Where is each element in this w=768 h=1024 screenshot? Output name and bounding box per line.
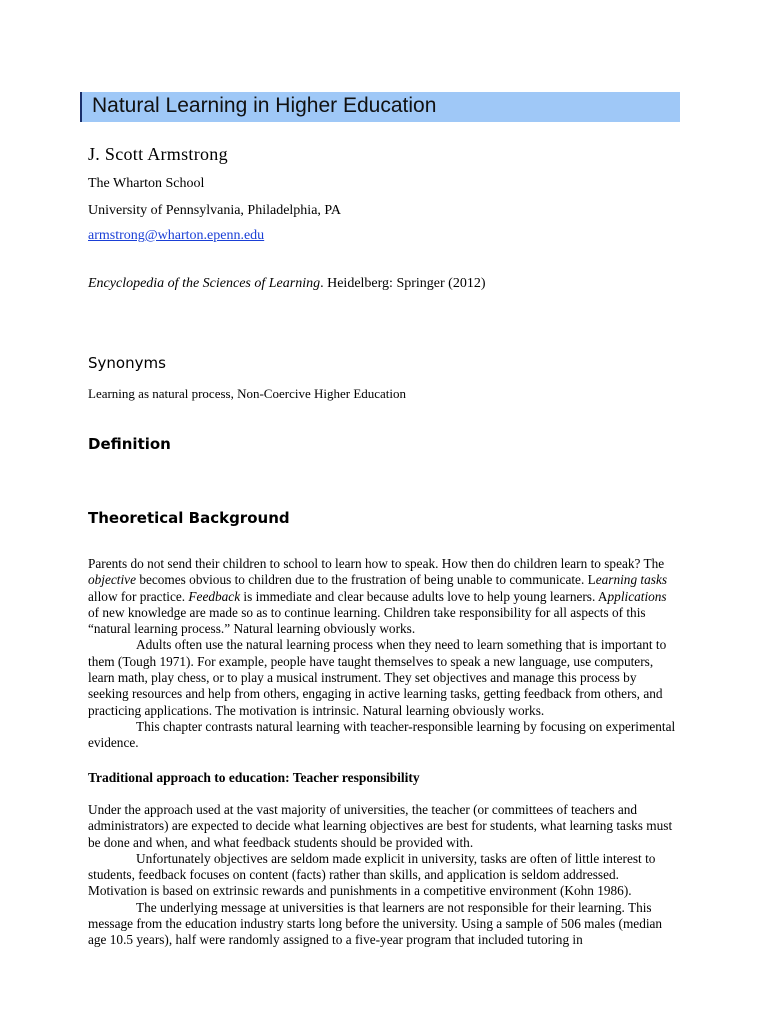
paragraph-emphasis: Feedback: [188, 588, 241, 604]
affiliation-school: The Wharton School: [88, 176, 205, 191]
paragraph-text: of new knowledge are made so as to continue learning. Children take responsibility for all aspects of this “natural learning process.” Natural learning obviously works.: [88, 604, 646, 637]
document-title: Natural Learning in Higher Education: [92, 94, 437, 117]
traditional-paragraph-3: The underlying message at universities is that learners are not responsible for their learning. This message from the education industry starts long before the university. Using a sample of 506 males (median age 10.5 years), half were randomly assigned to a five-year program that included tutoring in: [88, 899, 663, 948]
paragraph-text: becomes obvious to children due to the frustration of being unable to communicate. L: [136, 572, 596, 588]
email-link[interactable]: armstrong@wharton.epenn.edu: [88, 228, 265, 243]
background-body: [88, 556, 680, 752]
traditional-paragraph-1: Under the approach used at the vast majority of universities, the teacher (or committees of teachers and administrators) are expected to decide what learning objectives are best for students, what learning tasks must be done and when, and what feedback students should be provided with.: [88, 802, 673, 850]
background-paragraph-2: Adults often use the natural learning process when they need to learn something that is important to them (Tough 1971). For example, people have taught themselves to speak a new language, use computers, learn math, play chess, or to play a musical instrument. They set objectives and manage this process by seeking resources and help from others, engaging in active learning tasks, getting feedback from others, and practicing applications. The motivation is intrinsic. Natural learning obviously works.: [88, 637, 667, 718]
affiliation-university: University of Pennsylvania, Philadelphia, PA: [88, 203, 342, 218]
author-name: J. Scott Armstrong: [88, 144, 228, 164]
traditional-body: [88, 802, 680, 949]
background-paragraph-1: [88, 556, 680, 637]
paragraph-emphasis: pplications: [607, 588, 667, 604]
paragraph-text: allow for practice.: [88, 588, 189, 604]
traditional-paragraph-2: Unfortunately objectives are seldom made explicit in university, tasks are often of little interest to students, feedback focuses on content (facts) rather than skills, and application is seldom addressed. Motivation is based on extrinsic rewards and punishments in a competitive environment (Kohn 1986).: [88, 850, 656, 899]
citation-source: Encyclopedia of the Sciences of Learning: [88, 276, 321, 291]
traditional-heading: Traditional approach to education: Teacher responsibility: [88, 770, 420, 785]
synonyms-heading: Synonyms: [88, 354, 166, 372]
background-paragraph-3: This chapter contrasts natural learning with teacher-responsible learning by focusing on experimental evidence.: [88, 718, 676, 751]
title-bar: [80, 92, 680, 122]
paragraph-emphasis: earning tasks: [595, 572, 668, 588]
synonyms-text: Learning as natural process, Non-Coercive Higher Education: [88, 386, 407, 401]
citation-publisher: . Heidelberg: Springer (2012): [320, 276, 486, 291]
citation: [88, 276, 485, 292]
background-heading: Theoretical Background: [88, 509, 290, 527]
definition-heading: Definition: [88, 435, 171, 453]
paragraph-text: is immediate and clear because adults love to help young learners. A: [240, 588, 608, 604]
paragraph-text: Parents do not send their children to school to learn how to speak. How then do children learn to speak? The: [88, 556, 665, 571]
paragraph-emphasis: objective: [88, 572, 136, 588]
